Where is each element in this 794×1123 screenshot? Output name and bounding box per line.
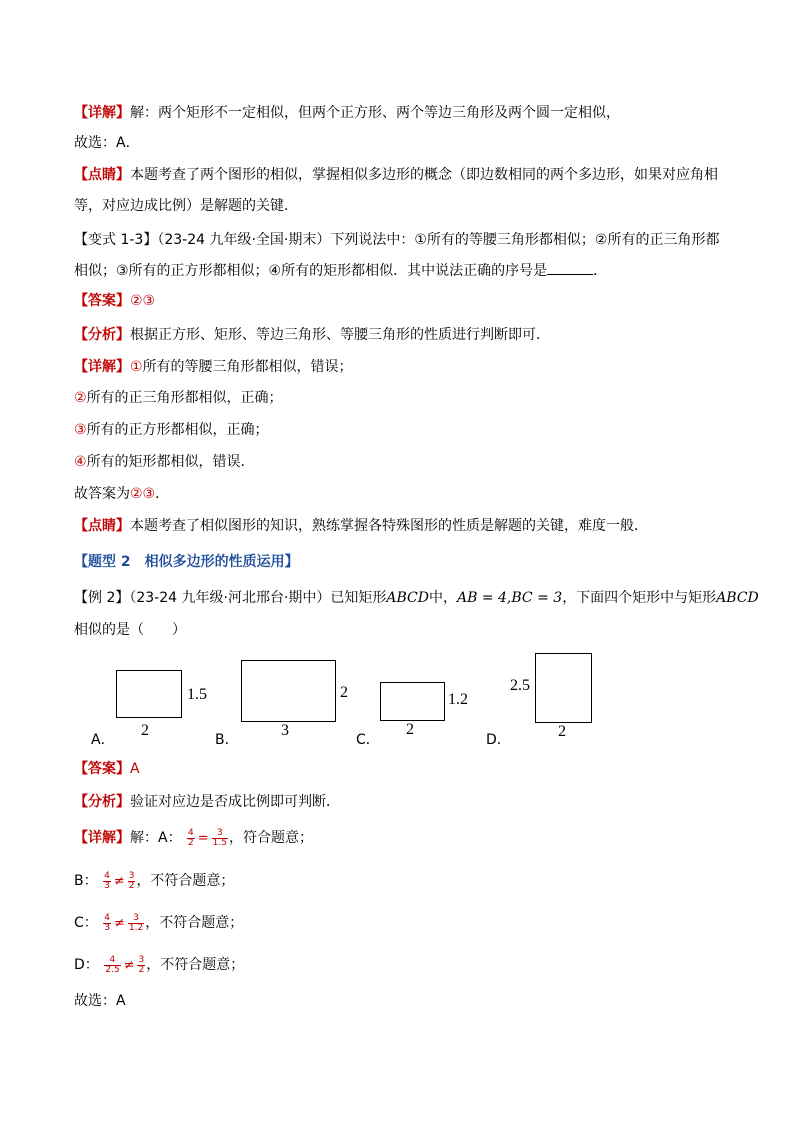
option-d-label: D． (486, 732, 511, 748)
item2-line (74, 388, 283, 408)
example-answer-line (74, 759, 140, 779)
rect-c (380, 682, 445, 721)
section-title: 【题型 2 相似多边形的性质运用】 (74, 554, 299, 570)
fraction-d1: $\frac{4}{2.5}$ (105, 954, 120, 975)
abcd-label-2: ABCD (716, 590, 759, 606)
variant-detail-line (74, 357, 353, 377)
detail-text: 解：两个矩形不一定相似，但两个正方形、两个等边三角形及两个圆一定相似， (130, 105, 620, 121)
op-b: ≠ (113, 874, 125, 889)
final-prefix: 故答案为 (74, 486, 130, 502)
detail-b-text: ，不符合题意； (136, 873, 235, 889)
item3-num: ③ (74, 422, 87, 438)
comment-text-1: 本题考查了两个图形的相似，掌握相似多边形的概念（即边数相同的两个多边形，如果对应角相 (130, 167, 718, 183)
item2-num: ② (74, 390, 87, 406)
op-d: ≠ (123, 958, 135, 973)
fraction-d2: $\frac{3}{2}$ (138, 954, 145, 975)
final-choose-line: 故选：A (74, 993, 126, 1009)
item3-text: 所有的正方形都相似，正确； (86, 422, 269, 438)
analysis-text-2: 验证对应边是否成比例即可判断． (130, 794, 340, 810)
rect-b-bottom: 3 (281, 722, 289, 739)
detail-tag-2: 【详解】 (74, 359, 130, 375)
answer-blank (547, 260, 593, 275)
rect-d-side: 2.5 (510, 677, 530, 694)
detail-tag: 【详解】 (74, 105, 130, 121)
analysis-tag-2: 【分析】 (74, 794, 130, 810)
comment-line-2: 等，对应边成比例）是解题的关键． (74, 198, 298, 214)
fraction-c2: $\frac{3}{1.2}$ (128, 912, 144, 933)
answer-value: ②③ (130, 293, 156, 309)
rect-c-bottom: 2 (406, 721, 414, 738)
comment-text: 本题考查了相似图形的知识，熟练掌握各特殊图形的性质是解题的关键，难度一般． (130, 518, 648, 534)
comment-tag: 【点睛】 (74, 167, 130, 183)
variant-answer-line (74, 291, 155, 311)
answer-tag-2: 【答案】 (74, 761, 130, 777)
answer-tag: 【答案】 (74, 293, 130, 309)
final-answer-line (74, 484, 169, 504)
example-analysis-line (74, 792, 340, 812)
rect-a-side: 1.5 (187, 686, 207, 703)
fraction-a2: $\frac{3}{1.5}$ (212, 827, 227, 848)
detail-prefix: 解：A： (130, 830, 182, 846)
fraction-c1: $\frac{4}{3}$ (104, 912, 110, 933)
variant-tag: 【变式 1-3】 (74, 232, 158, 248)
variant-line-2 (74, 260, 607, 281)
detail-c-text: ，不符合题意； (145, 915, 244, 931)
final-suffix: ． (155, 486, 170, 502)
comment-tag-2: 【点睛】 (74, 518, 130, 534)
comment-line-1 (74, 165, 718, 185)
rect-b-side: 2 (340, 684, 348, 701)
op-a: = (197, 831, 209, 846)
item1-text: 所有的等腰三角形都相似，错误； (142, 359, 353, 375)
example-text-1a: （23-24 九年级·河北邢台·期中）已知矩形 (129, 590, 387, 606)
item4-num: ④ (74, 454, 87, 470)
item3-line (74, 420, 269, 440)
example-line-1 (74, 588, 759, 608)
equation: AB = 4,BC = 3 (457, 590, 563, 606)
variant-comment-line (74, 516, 648, 536)
rect-a-bottom: 2 (141, 722, 149, 739)
detail-line (74, 103, 620, 123)
variant-text-2b: ． (593, 263, 608, 279)
detail-c-prefix: C： (74, 915, 98, 931)
option-a-label: A． (91, 732, 115, 748)
detail-d-text: ，不符合题意； (146, 957, 245, 973)
analysis-tag: 【分析】 (74, 327, 130, 343)
fraction-b1: $\frac{4}{3}$ (104, 870, 110, 891)
detail-c-line (74, 911, 243, 936)
analysis-text: 根据正方形、矩形、等边三角形、等腰三角形的性质进行判断即可． (130, 327, 550, 343)
rect-b (241, 660, 336, 722)
rect-d (535, 653, 592, 723)
answer-value-2: A (130, 761, 140, 777)
item4-line (74, 452, 255, 472)
fraction-b2: $\frac{3}{2}$ (128, 870, 135, 891)
detail-d-prefix: D： (74, 957, 99, 973)
choose-line: 故选：A． (74, 135, 140, 151)
op-c: ≠ (113, 916, 125, 931)
abcd-label: ABCD (386, 590, 429, 606)
detail-b-line (74, 869, 234, 894)
rect-d-bottom: 2 (558, 723, 566, 740)
detail-d-line (74, 953, 244, 978)
rect-a (116, 670, 182, 718)
detail-a-text: ，符合题意； (229, 830, 313, 846)
option-c-label: C． (356, 732, 380, 748)
example-text-1b: 中， (429, 590, 457, 606)
item2-text: 所有的正三角形都相似，正确； (86, 390, 283, 406)
variant-text-1: （23-24 九年级·全国·期末）下列说法中：①所有的等腰三角形都相似；②所有的正三角形都 (157, 232, 720, 248)
example-text-1c: ，下面四个矩形中与矩形 (562, 590, 717, 606)
variant-text-2a: 相似；③所有的正方形都相似；④所有的矩形都相似．其中说法正确的序号是 (74, 263, 548, 279)
final-value: ②③ (130, 486, 156, 502)
fraction-a1: $\frac{4}{2}$ (188, 827, 194, 848)
detail-tag-3: 【详解】 (74, 830, 130, 846)
variant-line-1 (74, 230, 719, 250)
detail-a-line (74, 826, 313, 851)
item4-text: 所有的矩形都相似，错误． (86, 454, 255, 470)
detail-b-prefix: B： (74, 873, 98, 889)
example-tag: 【例 2】 (74, 590, 130, 606)
option-b-label: B． (215, 732, 239, 748)
variant-analysis-line (74, 325, 550, 345)
example-line-2: 相似的是（ ） (74, 622, 186, 638)
item1-num: ① (130, 359, 143, 375)
rect-c-side: 1.2 (448, 691, 468, 708)
